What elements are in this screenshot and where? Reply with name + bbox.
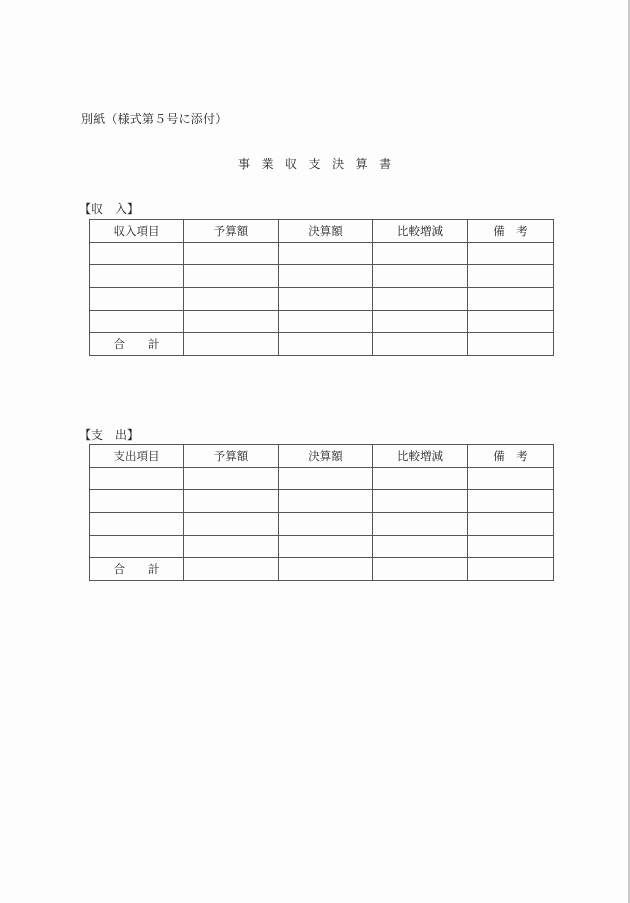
- table-header-row: [90, 220, 554, 243]
- document-title: [238, 155, 403, 172]
- table-row: [90, 242, 554, 265]
- header-actual: 決算額: [279, 445, 373, 468]
- cell[interactable]: [279, 310, 373, 333]
- header-remarks: 備 考: [468, 445, 554, 468]
- cell[interactable]: [373, 310, 468, 333]
- cell[interactable]: [373, 333, 468, 356]
- header-item: 収入項目: [90, 220, 184, 243]
- cell[interactable]: [279, 467, 373, 490]
- cell[interactable]: [468, 467, 554, 490]
- cell[interactable]: [90, 310, 184, 333]
- header-remarks: 備 考: [468, 220, 554, 243]
- header-difference: 比較増減: [373, 220, 468, 243]
- cell[interactable]: [184, 535, 279, 558]
- title-char: 業: [261, 157, 274, 171]
- cell[interactable]: [90, 490, 184, 513]
- title-char: 事: [238, 157, 251, 171]
- expense-section-label: 【支 出】: [79, 428, 140, 442]
- cell[interactable]: [184, 490, 279, 513]
- cell[interactable]: [468, 265, 554, 288]
- cell[interactable]: [279, 535, 373, 558]
- cell[interactable]: [468, 558, 554, 581]
- table-row: [90, 288, 554, 311]
- table-row: [90, 467, 554, 490]
- cell[interactable]: [468, 310, 554, 333]
- cell[interactable]: [468, 242, 554, 265]
- title-char: 算: [355, 157, 368, 171]
- header-difference: 比較増減: [373, 445, 468, 468]
- header-actual: 決算額: [279, 220, 373, 243]
- cell[interactable]: [373, 467, 468, 490]
- total-label: 合 計: [90, 333, 184, 356]
- table-row: [90, 490, 554, 513]
- title-char: 支: [308, 157, 321, 171]
- cell[interactable]: [468, 513, 554, 536]
- cell[interactable]: [373, 265, 468, 288]
- cell[interactable]: [184, 288, 279, 311]
- cell[interactable]: [373, 490, 468, 513]
- total-row: [90, 558, 554, 581]
- cell[interactable]: [279, 513, 373, 536]
- income-table: [89, 219, 554, 356]
- cell[interactable]: [90, 242, 184, 265]
- table-row: [90, 513, 554, 536]
- cell[interactable]: [468, 535, 554, 558]
- cell[interactable]: [184, 467, 279, 490]
- total-label: 合 計: [90, 558, 184, 581]
- cell[interactable]: [279, 265, 373, 288]
- header-budget: 予算額: [184, 445, 279, 468]
- table-row: [90, 265, 554, 288]
- cell[interactable]: [373, 535, 468, 558]
- cell[interactable]: [90, 288, 184, 311]
- title-char: 決: [332, 157, 345, 171]
- cell[interactable]: [90, 265, 184, 288]
- cell[interactable]: [279, 242, 373, 265]
- header-budget: 予算額: [184, 220, 279, 243]
- cell[interactable]: [184, 333, 279, 356]
- table-row: [90, 535, 554, 558]
- cell[interactable]: [90, 513, 184, 536]
- cell[interactable]: [468, 288, 554, 311]
- cell[interactable]: [373, 288, 468, 311]
- cell[interactable]: [279, 288, 373, 311]
- cell[interactable]: [184, 513, 279, 536]
- cell[interactable]: [184, 558, 279, 581]
- cell[interactable]: [279, 490, 373, 513]
- title-char: 収: [285, 157, 298, 171]
- attachment-note: 別紙（様式第５号に添付）: [81, 112, 228, 126]
- table-row: [90, 310, 554, 333]
- cell[interactable]: [184, 242, 279, 265]
- cell[interactable]: [90, 467, 184, 490]
- cell[interactable]: [279, 333, 373, 356]
- title-char: 書: [379, 157, 392, 171]
- header-item: 支出項目: [90, 445, 184, 468]
- cell[interactable]: [468, 490, 554, 513]
- cell[interactable]: [184, 310, 279, 333]
- income-section-label: 【収 入】: [79, 202, 140, 216]
- cell[interactable]: [373, 558, 468, 581]
- cell[interactable]: [373, 513, 468, 536]
- cell[interactable]: [468, 333, 554, 356]
- cell[interactable]: [373, 242, 468, 265]
- total-row: [90, 333, 554, 356]
- cell[interactable]: [279, 558, 373, 581]
- cell[interactable]: [184, 265, 279, 288]
- table-header-row: [90, 445, 554, 468]
- expense-table: [89, 444, 554, 581]
- cell[interactable]: [90, 535, 184, 558]
